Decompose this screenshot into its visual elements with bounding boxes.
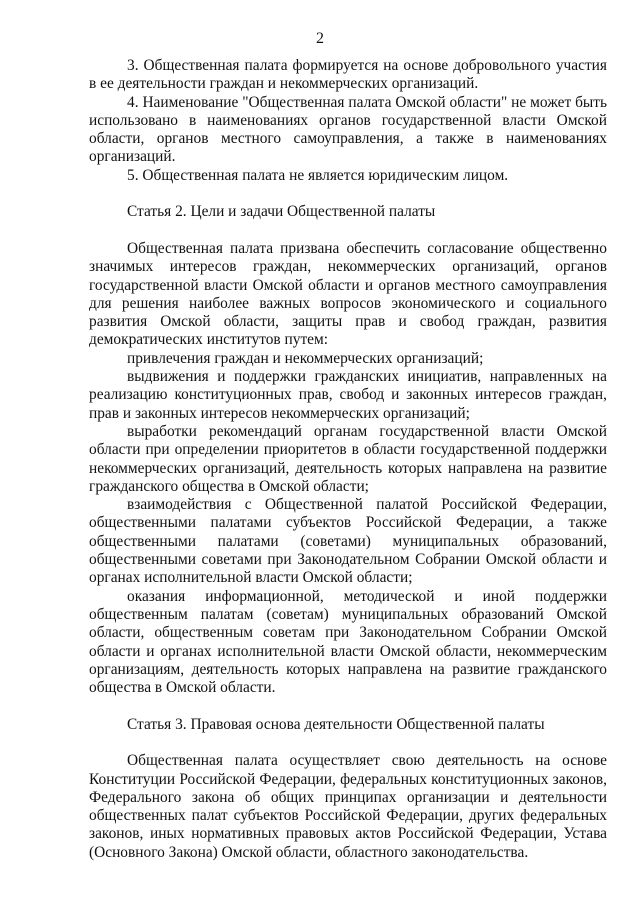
- article-2-item: выдвижения и поддержки гражданских инициатив, направленных на реализацию конституционных прав, свобод и законных интересов граждан, прав и законных интересов некоммерческих организаций;: [89, 368, 607, 422]
- document-body: [89, 57, 607, 862]
- article-3-heading: Статья 3. Правовая основа деятельности Общественной палаты: [127, 715, 545, 733]
- article-2-item: привлечения граждан и некоммерческих организаций;: [127, 349, 484, 367]
- paragraph-5: 5. Общественная палата не является юридическим лицом.: [127, 166, 509, 184]
- article-2-item: выработки рекомендаций органам государственной власти Омской области при определении приоритетов в области государственной поддержки некоммерческих организаций, деятельность которых направлена на развитие гражданского общества в Омской области;: [89, 422, 607, 495]
- article-2-intro: Общественная палата призвана обеспечить согласование общественно значимых интересов граждан, некоммерческих организаций, органов государственной власти Омской области и органов местного самоуправления для решения наиболее важных вопросов экономического и социального развития Омской области, защиты прав и свобод граждан, развития демократических институтов путем:: [89, 239, 607, 349]
- article-2-item: оказания информационной, методической и иной поддержки общественным палатам (советам) муниципальных образований Омской области, общественным советам при Законодательном Собрании Омской области и органах исполнительной власти Омской области, некоммерческим организациям, деятельность которых направлена на развитие гражданского общества в Омской области.: [89, 587, 607, 697]
- paragraph-4: 4. Наименование "Общественная палата Омской области" не может быть использовано в наименованиях органов государственной власти Омской области, органов местного самоуправления, а также в наименованиях организаций.: [89, 93, 607, 166]
- article-2-item: взаимодействия с Общественной палатой Российской Федерации, общественными палатами субъектов Российской Федерации, а также общественными палатами (советами) муниципальных образований, общественными советами при Законодательном Собрании Омской области и органах исполнительной власти Омской области;: [89, 496, 607, 587]
- article-3-text: Общественная палата осуществляет свою деятельность на основе Конституции Российской Федерации, федеральных конституционных законов, Федерального закона об общих принципах организации и деятельности общественных палат субъектов Российской Федерации, других федеральных законов, иных нормативных правовых актов Российской Федерации, Устава (Основного Закона) Омской области, областного законодательства.: [89, 752, 607, 861]
- paragraph-3: 3. Общественная палата формируется на основе добровольного участия в ее деятельности граждан и некоммерческих организаций.: [89, 57, 607, 93]
- page-number: 2: [316, 30, 324, 47]
- article-2-heading: Статья 2. Цели и задачи Общественной палаты: [127, 203, 436, 221]
